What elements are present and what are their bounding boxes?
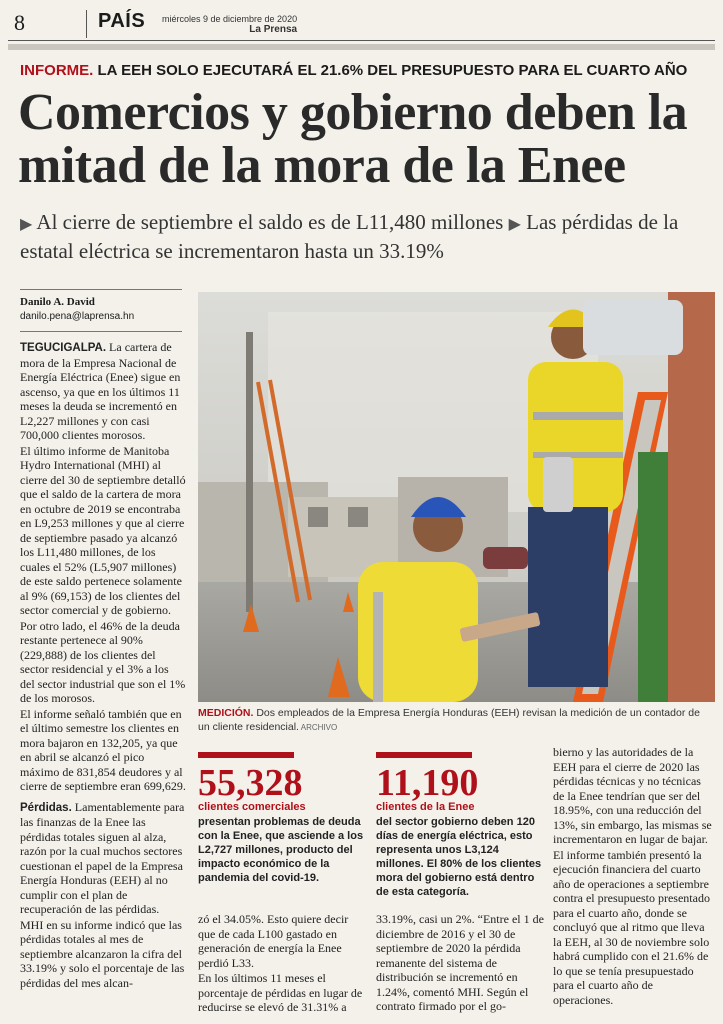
byline-rule <box>20 331 182 332</box>
article-photo <box>198 292 715 702</box>
paragraph: El informe también presentó la ejecución financiera del cuarto año de operaciones a septiembre contra el presupuesto presentado para el cuarto año, donde se concluyó que al ritmo que lleva la EEH, al 30 de noviembre solo habrá cumplido con el 21.6% de lo que se tenía presupuestado para el cuarto año de operaciones. <box>553 847 710 1007</box>
byline <box>20 289 182 332</box>
article-column-4 <box>553 745 715 1008</box>
paragraph: El último informe de Manitoba Hydro International (MHI) al cierre del 30 de septiembre detalló que el saldo de la cartera de mora en octubre de 2019 se encontraba en L9,253 millones y que al cierre de septiembre pasado ya alcanzó los L11,480 millones, de los cuales el 52% (L5,907 millones) de este saldo pertenece solamente al 9% (69,153) de los clientes del sector comercial y de gobierno. <box>20 443 186 617</box>
stat-description: del sector gobierno deben 120 días de energía eléctrica, esto representa unos L3,124 millones. El 80% de los clientes mora del gobierno está dentro de esta categoría. <box>376 816 542 898</box>
paragraph: bierno y las autoridades de la EEH para el cierre de 2020 las pérdidas técnicas y no técnicas de la Enee tendrían que ser del 18.95%, con una reducción del 13%, sin embargo, las mismas se incrementaron en lugar de bajar. <box>553 745 712 846</box>
article-column-1 <box>20 340 186 991</box>
photo-credit: ARCHIVO <box>298 723 338 732</box>
paragraph: El informe señaló también que en el último semestre los clientes en mora bajaron en 132,205, ya que en abril se alcanzó el pico máximo de 831,854 deudores y al cierre de septiembre eran 699,629. <box>20 706 186 793</box>
kicker-tag: INFORME. <box>20 62 94 79</box>
subhead: Pérdidas. <box>20 801 72 814</box>
kicker <box>20 62 687 79</box>
issue-date: miércoles 9 de diciembre de 2020 <box>162 14 298 24</box>
publication-name: La Prensa <box>249 24 298 35</box>
stat-accent-bar <box>376 752 472 758</box>
section-title: PAÍS <box>98 10 146 32</box>
stat-accent-bar <box>198 752 294 758</box>
stat-description: presentan problemas de deuda con la Enee, que asciende a los L2,727 millones, producto del impacto económico de la pandemia del covid-19. <box>198 816 364 884</box>
author-name: Danilo A. David <box>20 296 95 308</box>
paragraph: 33.19%, casi un 2%. “Entre el 1 de diciembre de 2016 y el 30 de septiembre de 2020 la pérdida remanente del sistema de distribución se incrementó en 1.24%, comentó MHI. Según el contrato firmado por el go- <box>376 912 544 1013</box>
stat-number: 55,328 <box>198 762 303 804</box>
page-number: 8 <box>14 10 25 35</box>
paragraph: MHI en su informe indicó que las pérdidas totales al mes de septiembre alcanzaron la cifra del 33.19% y solo el porcentaje de las pérdidas del mes alcan- <box>20 917 185 990</box>
article-column-3 <box>376 912 544 1015</box>
article-column-2 <box>198 912 366 1016</box>
paragraph: TEGUCIGALPA. La cartera de mora de la Empresa Nacional de Energía Eléctrica (Enee) sigue en ascenso, ya que en los últimos 11 meses la deuda se incrementó en L2,227 millones y con casi 700,000 clientes morosos. <box>20 340 181 442</box>
header-band <box>8 44 715 50</box>
bullet-triangle-icon: ▶ <box>20 216 33 233</box>
headline: Comercios y gobierno deben la mitad de la mora de la Enee <box>18 84 688 194</box>
author-email[interactable]: danilo.pena@laprensa.hn <box>20 311 135 322</box>
paragraph: Pérdidas. Lamentablemente para las finanzas de la Enee las pérdidas totales siguen al alza, razón por la cual muchos sectores cuestionan el papel de la Empresa Energía Honduras (EEH) al no cumplir con el plan de recuperación de las pérdidas. <box>20 799 185 916</box>
photo-caption <box>198 706 713 735</box>
kicker-text: LA EEH SOLO EJECUTARÁ EL 21.6% DEL PRESUPUESTO PARA EL CUARTO AÑO <box>97 62 688 79</box>
dateline: TEGUCIGALPA. <box>20 342 107 354</box>
deck-point-1: Al cierre de septiembre el saldo es de L11,480 millones <box>36 210 504 234</box>
header-rule <box>8 40 715 41</box>
caption-text: Dos empleados de la Empresa Energía Honduras (EEH) revisan la medición de un contador de un cliente residencial. <box>198 707 700 733</box>
paragraph: zó el 34.05%. Esto quiere decir que de cada L100 gastado en generación de energía la Enee perdió L33. <box>198 912 349 970</box>
stat-number: 11,190 <box>376 762 479 804</box>
stat-label: clientes comerciales <box>198 801 306 813</box>
header-date-block <box>162 14 297 35</box>
bullet-triangle-icon: ▶ <box>508 216 521 233</box>
paragraph: Por otro lado, el 46% de la deuda restante pertenece al 90% (229,888) de los clientes del sector residencial y el 3% a los del sector industrial que son el 1% de los morosos. <box>20 618 186 705</box>
header-divider <box>86 10 87 38</box>
deck <box>20 209 710 265</box>
caption-tag: MEDICIÓN. <box>198 707 254 719</box>
paragraph: En los últimos 11 meses el porcentaje de pérdidas en lugar de reducirse se elevó de 31.31% a <box>198 971 363 1014</box>
deck-point-2: Las pérdidas de la estatal eléctrica se incrementaron hasta un 33.19% <box>20 210 679 263</box>
stat-label: clientes de la Enee <box>376 801 475 813</box>
